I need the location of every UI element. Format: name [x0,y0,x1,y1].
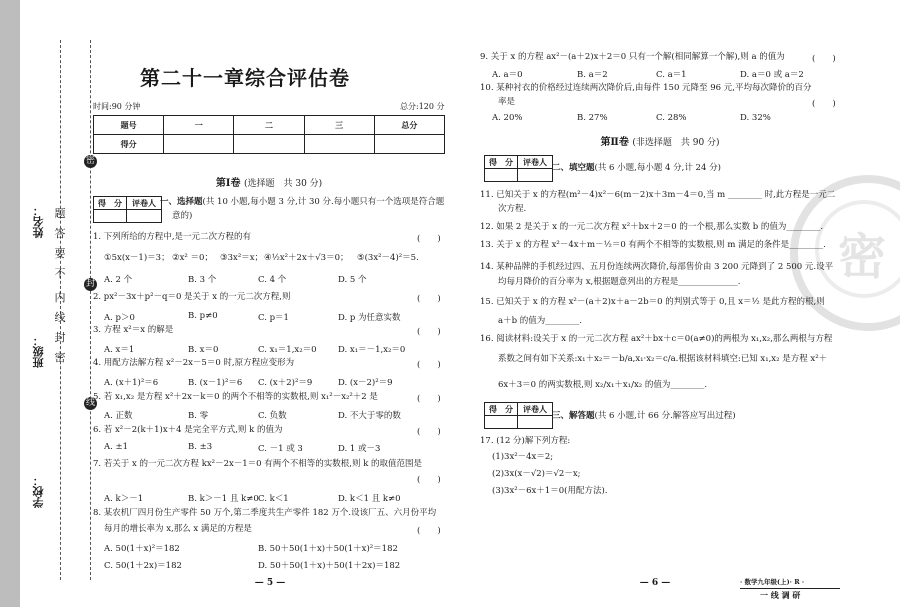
option-c[interactable]: C. 28% [656,113,687,123]
answer-paren[interactable]: ( ) [417,394,441,404]
page-title: 第二十一章综合评估卷 [140,66,350,90]
question-7-stem: 7. 若关于 x 的一元二次方程 kx²－2x－1＝0 有两个不相等的实数根,则 k 的取值范围是 [93,459,423,469]
grader-score-cell[interactable] [485,416,518,429]
grader-score-label: 得 分 [485,403,518,416]
part1-heading [160,197,444,208]
answer-paren[interactable]: ( ) [417,327,441,337]
option-b[interactable]: B. a＝2 [577,70,608,80]
binding-dashed-line [60,40,61,580]
option-c[interactable]: C. x₁＝1,x₂＝0 [258,345,317,355]
watermark-text: 密 [838,229,887,285]
option-c[interactable]: C. 50(1＋2x)＝182 [104,561,182,571]
answer-paren[interactable]: ( ) [417,475,441,485]
section2-title-sub: (非选择题 共 90 分) [632,138,720,148]
grader-name-label: 评卷人 [127,197,162,210]
part2-heading [552,163,721,174]
score-cell[interactable] [304,135,374,154]
option-a[interactable]: A. 2 个 [104,275,133,285]
answer-paren[interactable]: ( ) [417,360,441,370]
score-header: 二 [234,116,304,135]
option-a[interactable]: A. ±1 [104,442,129,452]
question-17-part-2: (2)3x(x－√2)＝√2－x; [492,469,581,479]
class-label: 班级： [32,335,45,368]
binding-char: 要 [54,247,66,260]
grader-name-label: 评卷人 [518,403,553,416]
option-c[interactable]: C. k＜1 [258,494,289,504]
question-2-stem: 2. px²－3x＋p²－q＝0 是关于 x 的一元二次方程,则 [93,292,291,302]
option-a[interactable]: A. 正数 [104,411,133,421]
question-9-stem: 9. 关于 x 的方程 ax²－(a＋2)x＋2＝0 只有一个解(相同解算一个解),则 a 的值为 [480,52,785,62]
part3-heading [552,411,736,422]
question-6-stem: 6. 若 x²－2(k＋1)x＋4 是完全平方式,则 k 的值为 [93,425,283,435]
answer-paren[interactable]: ( ) [417,526,441,536]
option-b[interactable]: B. 零 [188,411,209,421]
score-cell[interactable] [234,135,304,154]
score-header: 题号 [94,116,164,135]
part2-heading-desc: (共 6 小题,每小题 4 分,计 24 分) [594,163,721,173]
binding-dashed-line-2 [90,40,91,580]
binding-char: 线 [54,311,66,324]
question-17-stem: 17. (12 分)解下列方程: [480,436,571,446]
name-label: 姓名： [32,205,45,238]
binding-char: 封 [54,331,66,344]
option-b[interactable]: B. k＞－1 且 k≠0 [188,494,259,504]
binding-char: 题 [54,207,66,220]
option-d[interactable]: D. 5 个 [338,275,367,285]
option-b[interactable]: B. (x－1)²＝6 [188,378,243,388]
grader-score-cell[interactable] [485,169,518,182]
q1-item: ③3x²＝x； [220,253,264,263]
q1-item: ⑤(3x²－4)²＝5. [357,253,419,263]
score-row-label: 得分 [94,135,164,154]
score-header: 三 [304,116,374,135]
answer-paren[interactable]: ( ) [417,294,441,304]
answer-paren[interactable]: ( ) [417,234,441,244]
footer-brand: 一 线 调 研 [760,590,801,600]
question-5-stem: 5. 若 x₁,x₂ 是方程 x²＋2x－k＝0 的两个不相等的实数根,则 x₁²－x₂²＋2 是 [93,392,378,402]
exam-time: 时间:90 分钟 [93,102,141,111]
answer-paren[interactable]: ( ) [812,54,836,64]
part3-heading-title: 三、解答题 [552,411,595,421]
option-c[interactable]: C. a＝1 [656,70,687,80]
part1-heading-desc-2: 意的) [172,211,193,221]
option-a[interactable]: A. (x＋1)²＝6 [104,378,159,388]
section1-title [93,174,445,189]
grader-name-cell[interactable] [518,416,553,429]
option-a[interactable]: A. p＞0 [104,313,135,323]
score-cell[interactable] [374,135,444,154]
option-a[interactable]: A. 50(1＋x)²＝182 [104,544,180,554]
page-number-right: — 6 — [639,578,671,588]
option-d[interactable]: D. k＜1 且 k≠0 [338,494,401,504]
section1-title-sub: (选择题 共 30 分) [243,179,323,189]
school-label: 学校： [32,475,45,508]
question-10-stem: 10. 某种衬衣的价格经过连续两次降价后,由每件 150 元降至 96 元,平均每次降价的百分 [480,83,812,93]
score-header: 总分 [374,116,444,135]
option-a[interactable]: A. x＝1 [104,345,135,355]
question-11-cont: 次方程. [498,204,527,214]
option-d[interactable]: D. 不大于零的数 [338,411,401,421]
part3-heading-desc: (共 6 小题,计 66 分.解答应写出过程) [594,411,736,421]
seal-circle-mi: 密 [85,156,95,166]
page-number-left: — 5 — [254,578,286,588]
grader-score-cell[interactable] [94,210,127,223]
binding-char: 不 [54,267,66,280]
score-table-header-row [94,116,445,135]
option-b[interactable]: B. 3 个 [188,275,217,285]
binding-strip [0,0,20,607]
question-15-cont: a＋b 的值为________. [498,316,582,326]
grader-name-cell[interactable] [127,210,162,223]
option-d[interactable]: D. (x－2)²＝9 [338,378,393,388]
total-score: 总分:120 分 [400,102,445,111]
option-a[interactable]: A. 20% [492,113,523,123]
option-b[interactable]: B. 50＋50(1＋x)＋50(1＋x)²＝182 [258,544,398,554]
seal-circle-xian: 线 [85,398,95,408]
option-d[interactable]: D. a＝0 或 a＝2 [740,70,804,80]
question-13: 13. 关于 x 的方程 x²－4x＋m－½＝0 有两个不相等的实数根,则 m 满足的条件是________. [480,240,826,250]
question-17-part-3: (3)3x²－6x＋1＝0(用配方法). [492,486,608,496]
q1-item: ④½x²＋2x＋√3＝0； [264,253,349,263]
answer-paren[interactable]: ( ) [417,427,441,437]
question-14: 14. 某种品牌的手机经过四、五月份连续两次降价,每部售价由 3 200 元降到了 2 500 元.设平 [480,262,834,272]
option-c[interactable]: C. (x＋2)²＝9 [258,378,313,388]
footer-rule [740,588,840,589]
option-c[interactable]: C. －1 或 3 [258,444,303,454]
grader-box-1 [93,196,162,223]
part1-heading-desc: (共 10 小题,每小题 3 分,计 30 分.每小题只有一个选项是符合题 [202,197,445,207]
seal-circle-feng: 封 [85,279,95,289]
question-16: 16. 阅读材料:设关于 x 的一元二次方程 ax²＋bx＋c＝0(a≠0)的两根为 x₁,x₂,那么两根与方程 [480,334,833,344]
section2-title-main: 第Ⅱ卷 [600,137,629,148]
grader-score-label: 得 分 [94,197,127,210]
question-15: 15. 已知关于 x 的方程 x²－(a＋2)x＋a－2b＝0 的判别式等于 0,且 x＝½ 是此方程的根,则 [480,297,825,307]
option-a[interactable]: A. k＞－1 [104,494,144,504]
question-4-stem: 4. 用配方法解方程 x²－2x－5＝0 时,原方程应变形为 [93,358,295,368]
option-d[interactable]: D. 1 或－3 [338,444,381,454]
option-c[interactable]: C. p＝1 [258,313,289,323]
q1-item: ②x² ＝0； [172,253,213,263]
binding-char: 答 [54,227,66,240]
q1-item: ①5x(x－1)＝3； [104,253,170,263]
option-d[interactable]: D. 32% [740,113,771,123]
score-cell[interactable] [164,135,234,154]
option-c[interactable]: C. 负数 [258,411,287,421]
option-d[interactable]: D. x₁＝－1,x₂＝0 [338,345,406,355]
question-17-part-1: (1)3x²－4x＝2; [492,452,554,462]
question-10-stem-2: 率是 [498,97,516,107]
question-1-stem: 1. 下列所给的方程中,是一元二次方程的有 [93,232,252,242]
section1-title-main: 第Ⅰ卷 [215,178,241,189]
part2-heading-title: 二、填空题 [552,163,595,173]
section2-title [480,133,840,148]
grader-box-3 [484,402,553,429]
option-b[interactable]: B. 27% [577,113,608,123]
option-d[interactable]: D. p 为任意实数 [338,313,401,323]
question-16-cont-2: 6x＋3＝0 的两实数根,则 x₂/x₁＋x₁/x₂ 的值为________. [498,380,708,390]
answer-paren[interactable]: ( ) [812,99,836,109]
part1-heading-title: 一、选择题 [160,197,203,207]
question-12: 12. 如果 2 是关于 x 的一元二次方程 x²＋bx＋2＝0 的一个根,那么实数 b 的值为________. [480,222,824,232]
grader-name-label: 评卷人 [518,156,553,169]
binding-char: 内 [54,291,66,304]
score-table-row [94,135,445,154]
binding-char: 密 [54,351,66,364]
option-a[interactable]: A. a＝0 [492,70,523,80]
option-c[interactable]: C. 4 个 [258,275,287,285]
grader-score-label: 得 分 [485,156,518,169]
question-11: 11. 已知关于 x 的方程(m²－4)x²－6(m－2)x＋3m－4＝0,当 m ________ 时,此方程是一元二 [480,190,836,200]
question-3-stem: 3. 方程 x²＝x 的解是 [93,325,174,335]
score-header: 一 [164,116,234,135]
option-b[interactable]: B. p≠0 [188,311,218,321]
question-8-stem-2: 每月的增长率为 x,那么 x 满足的方程是 [104,524,252,534]
question-16-cont: 系数之间有如下关系:x₁＋x₂＝－b/a,x₁·x₂＝c/a.根据该材料填空:已知 x₁,x₂ 是方程 x²＋ [498,354,828,364]
score-table [93,115,445,154]
grader-box-2 [484,155,553,182]
question-8-stem: 8. 某农机厂四月份生产零件 50 万个,第二季度共生产零件 182 万个.设该厂五、六月份平均 [93,508,437,518]
question-14-cont: 均每月降价的百分率为 x,根据题意列出的方程是______________. [498,277,741,287]
grader-name-cell[interactable] [518,169,553,182]
option-b[interactable]: B. ±3 [188,442,213,452]
option-d[interactable]: D. 50＋50(1＋x)＋50(1＋2x)＝182 [258,561,401,571]
footer-subject: · 数学九年级(上)· R · [740,578,805,586]
option-b[interactable]: B. x＝0 [188,345,219,355]
